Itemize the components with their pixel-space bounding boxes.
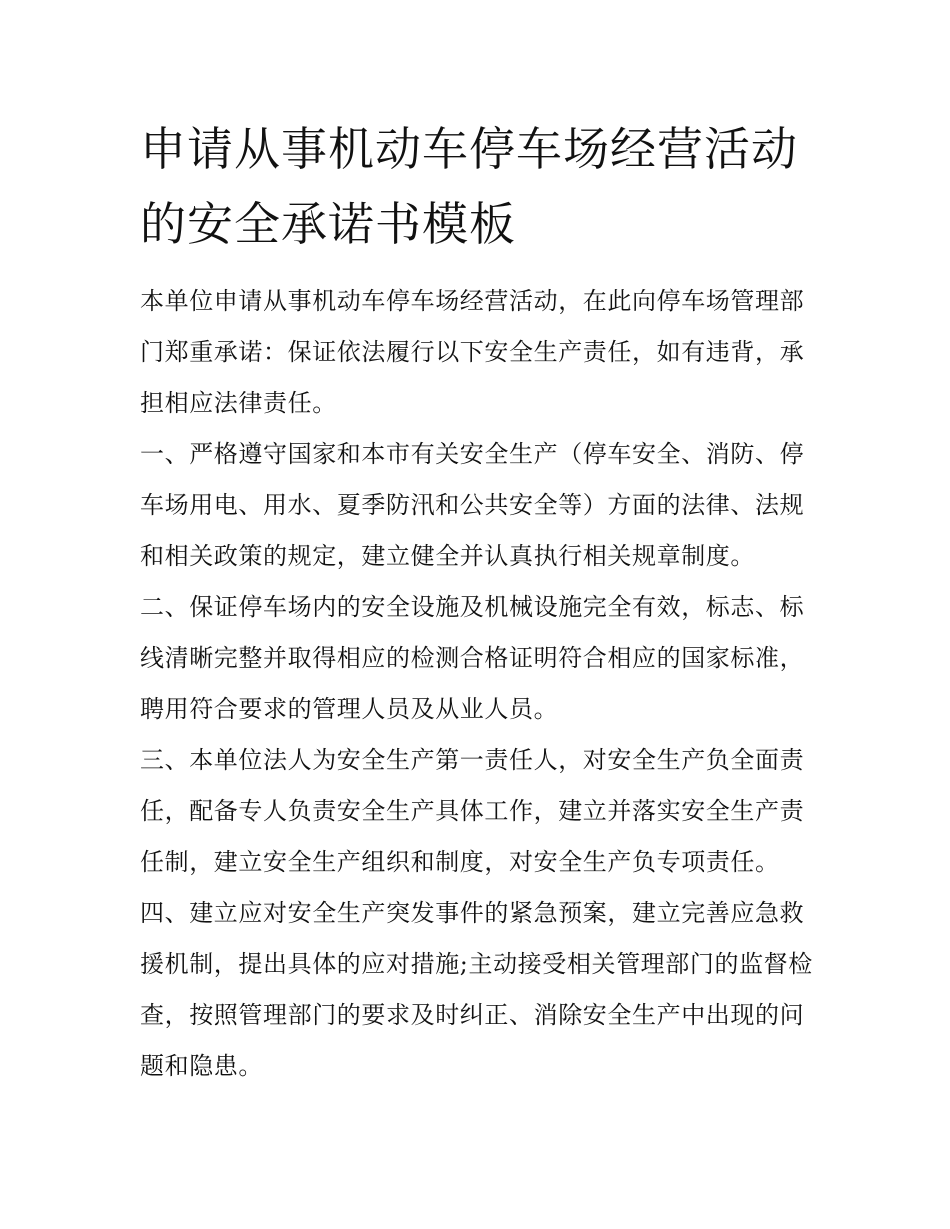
paragraph-intro: 本单位申请从事机动车停车场经营活动，在此向停车场管理部门郑重承诺：保证依法履行以下安全生产责任，如有违背，承担相应法律责任。 (140, 287, 805, 417)
paragraph-item-4: 四、建立应对安全生产突发事件的紧急预案，建立完善应急救援机制，提出具体的应对措施;主动接受相关管理部门的监督检查，按照管理部门的要求及时纠正、消除安全生产中出现的问题和隐患。 (140, 899, 813, 1080)
document-body (140, 276, 820, 1092)
paragraph-item-1: 一、严格遵守国家和本市有关安全生产（停车安全、消防、停车场用电、用水、夏季防汛和公共安全等）方面的法律、法规和相关政策的规定，建立健全并认真执行相关规章制度。 (140, 440, 805, 570)
document-title: 申请从事机动车停车场经营活动的安全承诺书模板 (140, 122, 798, 251)
paragraph-item-2: 二、保证停车场内的安全设施及机械设施完全有效，标志、标线清晰完整并取得相应的检测合格证明符合相应的国家标准，聘用符合要求的管理人员及从业人员。 (140, 593, 805, 723)
paragraph-item-3: 三、本单位法人为安全生产第一责任人，对安全生产负全面责任，配备专人负责安全生产具体工作，建立并落实安全生产责任制，建立安全生产组织和制度，对安全生产负专项责任。 (140, 746, 805, 876)
